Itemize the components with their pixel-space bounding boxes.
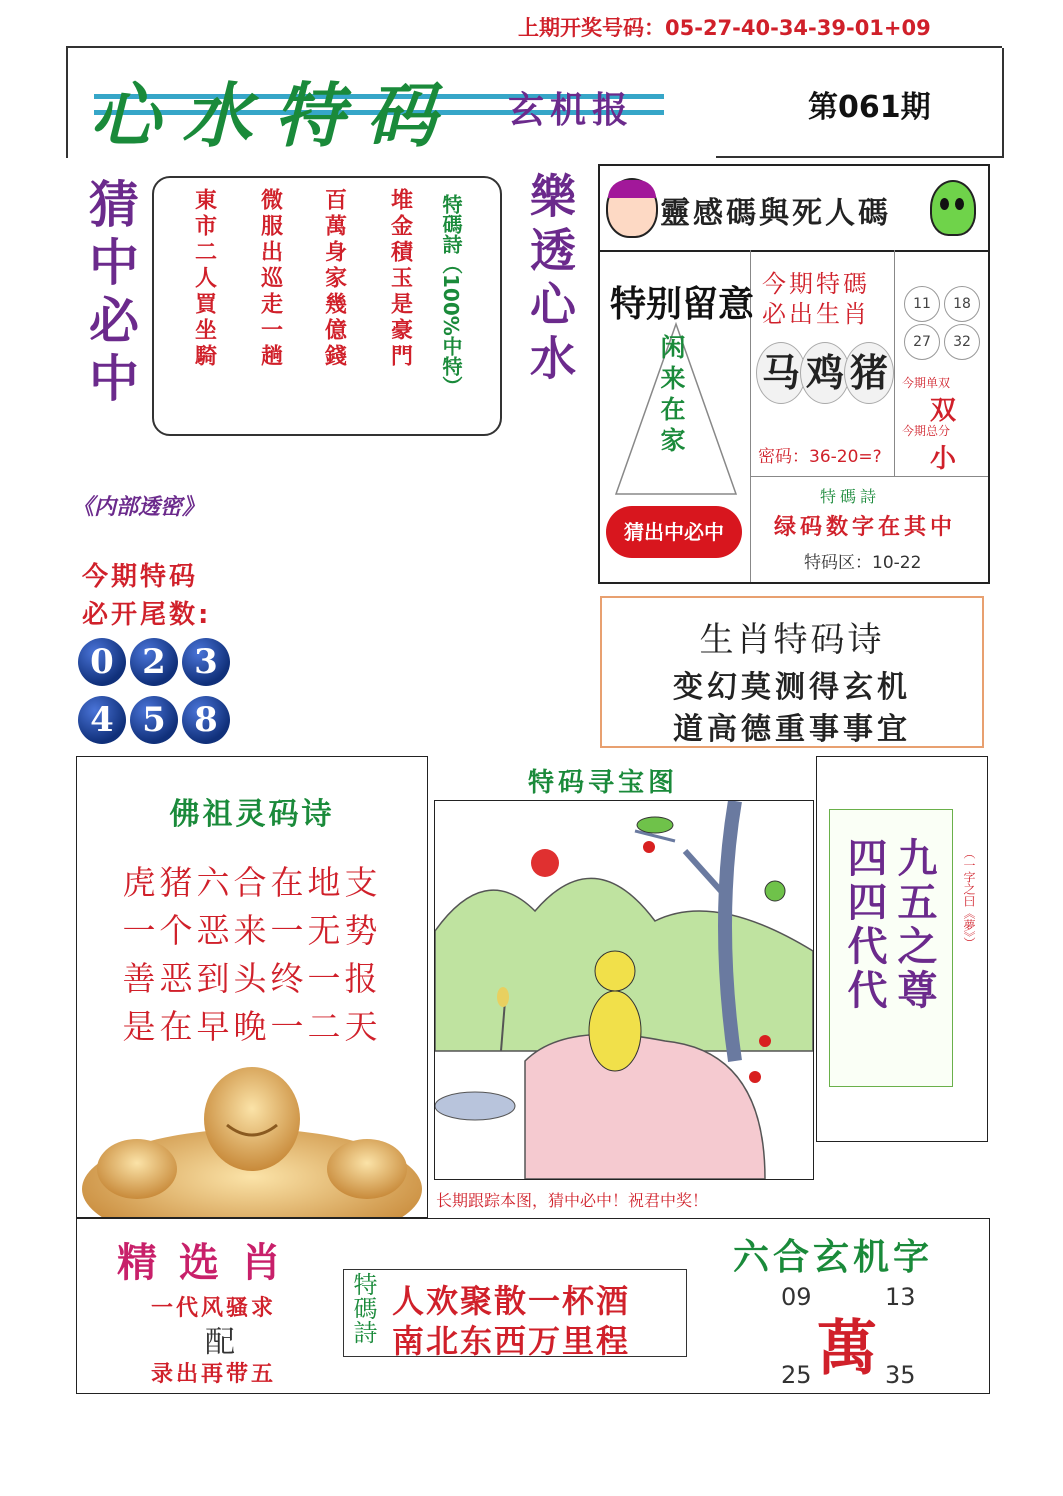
treasure-illustration	[435, 801, 813, 1179]
tail-ball: 3	[182, 638, 230, 686]
tema-poem-box	[152, 176, 502, 436]
bottom-box	[76, 1218, 990, 1394]
issue-frame	[716, 48, 1004, 158]
tail-ball: 8	[182, 696, 230, 744]
tema-poem-text: 绿码数字在其中	[774, 515, 957, 540]
divider	[750, 476, 988, 477]
buddha-line: 是在早晚一二天	[122, 1007, 382, 1046]
zodiac-poem-title: 生肖特码诗	[699, 620, 885, 660]
triangle-text: 闲来在家	[657, 334, 686, 458]
lhc-corner-number: 09	[781, 1283, 812, 1311]
poem-column: 堆金積玉是豪門	[387, 188, 414, 370]
buddha-line: 善恶到头终一报	[122, 959, 382, 998]
buddha-image	[77, 1049, 427, 1217]
special-attention: 特别留意	[610, 283, 755, 325]
tema-poem-label: 特碼詩	[820, 487, 881, 506]
jingxuan-pei: 配	[205, 1325, 235, 1360]
buddha-line: 虎猪六合在地支	[122, 863, 382, 902]
zodiac-heading: 今期特碼	[762, 270, 870, 298]
masthead	[66, 46, 1002, 158]
tail-ball: 5	[130, 696, 178, 744]
bottom-poem-label: 特碼詩	[349, 1272, 377, 1344]
last-draw-result: 上期开奖号码：05-27-40-34-39-01+09	[518, 16, 931, 40]
divider	[600, 250, 988, 252]
left-slogan: 猜中必中	[81, 178, 140, 410]
zodiac-char: 猪	[844, 342, 894, 404]
poem-column: 百萬身家幾億錢	[321, 188, 348, 370]
lhc-center-char: 萬	[817, 1314, 877, 1384]
buddha-box	[76, 756, 428, 1218]
right-slogan: 樂透心水	[523, 172, 577, 388]
scroll-box	[816, 756, 988, 1142]
zodiac-poem-line: 道高德重事事宜	[673, 712, 911, 747]
treasure-caption: 长期跟踪本图，猜中必中！祝君中奖！	[436, 1191, 709, 1210]
number-circle: 11	[904, 286, 940, 322]
total-value: 小	[930, 444, 957, 474]
masthead-subtitle: 玄机报	[508, 89, 635, 131]
lhc-corner-number: 25	[781, 1361, 812, 1389]
zodiac-heading: 必出生肖	[762, 300, 870, 328]
lhc-corner-number: 35	[885, 1361, 916, 1389]
zodiac-char: 鸡	[800, 342, 850, 404]
skull-icon	[930, 180, 976, 236]
number-circle: 32	[944, 324, 980, 360]
buddha-title: 佛祖灵码诗	[169, 797, 335, 832]
tail-ball: 0	[78, 638, 126, 686]
secret-code: 密码：36-20=?	[758, 447, 882, 467]
masthead-title: 心水特码	[90, 74, 458, 157]
tail-heading: 必开尾数:	[82, 600, 212, 630]
tail-ball: 2	[130, 638, 178, 686]
bottom-poem-line: 人欢聚散一杯酒	[392, 1282, 631, 1320]
scroll-text-left: 四四代代	[841, 837, 888, 1013]
scroll-text-right: 九五之尊	[891, 837, 938, 1013]
tema-zone: 特码区：10-22	[804, 553, 922, 573]
odd-even-label: 今期单双	[902, 376, 951, 390]
issue-number: 第061期	[808, 90, 931, 125]
tail-heading: 今期特码	[82, 562, 199, 592]
zodiac-poem-box	[600, 596, 984, 748]
internal-heading: 《内部透密》	[72, 495, 205, 520]
guess-badge: 猜出中必中	[606, 506, 742, 558]
linggan-title: 靈感碼與死人碼	[660, 196, 891, 231]
scroll-side-note: （一字之曰《夢》）	[962, 847, 976, 949]
tail-ball: 4	[78, 696, 126, 744]
lhc-corner-number: 13	[885, 1283, 916, 1311]
odd-even-value: 双	[930, 396, 957, 426]
total-label: 今期总分	[902, 424, 951, 438]
poem-column: 東市二人買坐騎	[191, 188, 218, 370]
jingxuan-line: 一代风骚求	[151, 1296, 277, 1321]
number-circle: 27	[904, 324, 940, 360]
jingxuan-line: 录出再带五	[151, 1362, 277, 1387]
poem-label: 特碼詩（100%中特）	[439, 194, 463, 396]
number-circle: 18	[944, 286, 980, 322]
lhc-title: 六合玄机字	[733, 1237, 934, 1278]
bottom-poem-line: 南北东西万里程	[392, 1322, 631, 1360]
poem-column: 微服出巡走一趟	[257, 188, 284, 370]
treasure-title: 特码寻宝图	[528, 768, 679, 798]
zodiac-char: 马	[756, 342, 806, 404]
treasure-map	[434, 800, 814, 1180]
bottom-poem-box	[343, 1269, 687, 1360]
zodiac-poem-line: 变幻莫测得玄机	[673, 670, 911, 705]
face-icon	[606, 178, 658, 238]
divider	[894, 250, 895, 476]
buddha-line: 一个恶来一无势	[122, 911, 382, 950]
linggan-box	[598, 164, 990, 584]
jingxuan-title: 精选肖	[117, 1240, 303, 1286]
